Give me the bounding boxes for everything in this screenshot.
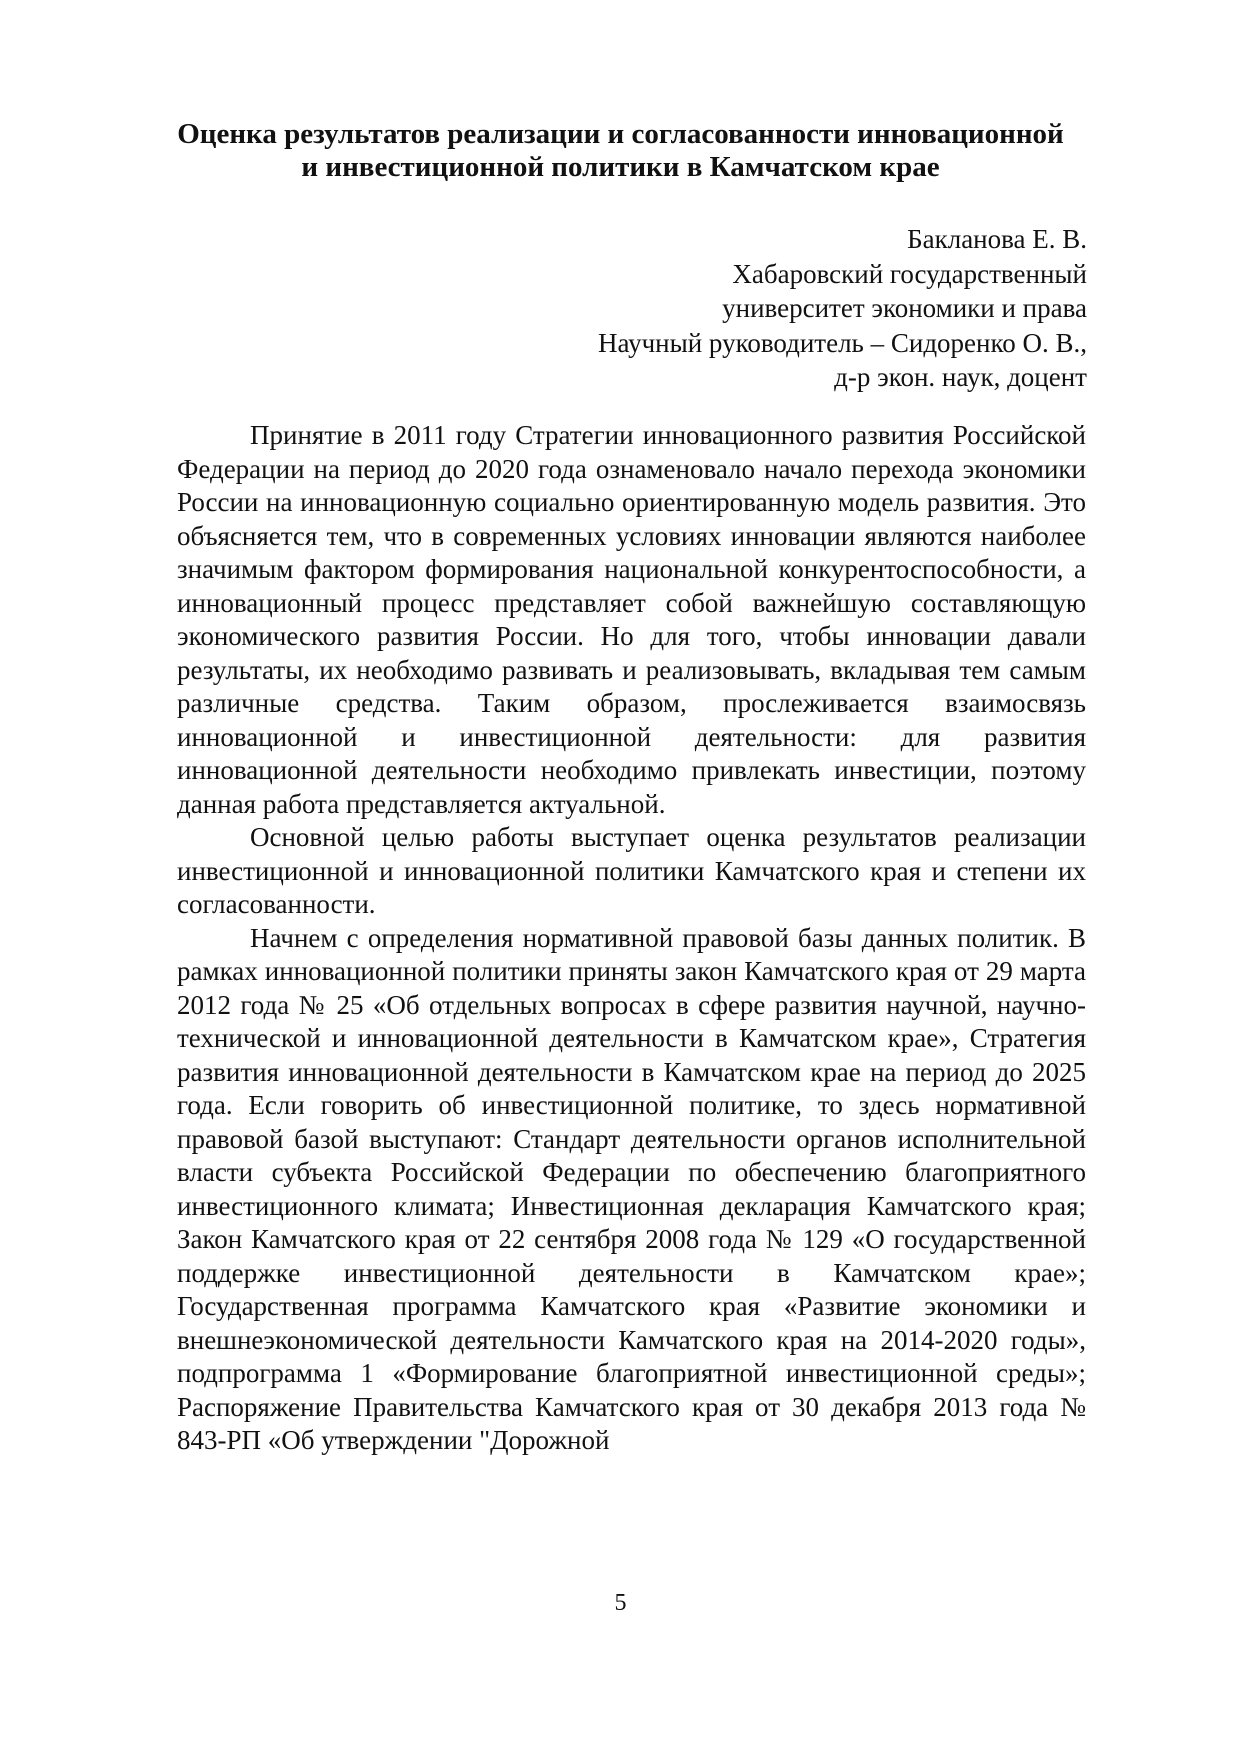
paragraph-2: Основной целью работы выступает оценка результатов реализации инвестиционной и инновационной политики Камчатского края и степени их согласованности.: [177, 822, 1086, 919]
document-title: [150, 118, 1091, 184]
author-block: [598, 222, 1087, 395]
page-number: 5: [614, 1590, 627, 1616]
supervisor: Научный руководитель – Сидоренко О. В.,: [597, 327, 1087, 358]
title-line-2: и инвестиционной политики в Камчатском крае: [301, 151, 940, 183]
title-line-1: Оценка результатов реализации и согласованности инновационной: [177, 118, 1064, 150]
paragraph-1: Принятие в 2011 году Стратегии инновационного развития Российской Федерации на период до 2020 года ознаменовало начало перехода экономики России на инновационную социально ориентированную модель развития. Это объясняется тем, что в современных условиях инновации являются наиболее значимым фактором формирования национальной конкурентоспособности, а инновационный процесс представляет собой важнейшую составляющую экономического развития России. Но для того, чтобы инновации давали результаты, их необходимо развивать и реализовывать, вкладывая тем самым различные средства. Таким образом, прослеживается взаимосвязь инновационной и инвестиционной деятельности: для развития инновационной деятельности необходимо привлекать инвестиции, поэтому данная работа представляется актуальной.: [177, 420, 1086, 819]
author-name: Бакланова Е. В.: [907, 224, 1087, 254]
supervisor-degree: д-р экон. наук, доцент: [834, 362, 1087, 392]
author-affiliation-line-1: Хабаровский государственный: [732, 258, 1087, 289]
body-text: [177, 419, 1086, 1458]
paragraph-3: Начнем с определения нормативной правовой базы данных политик. В рамках инновационной политики приняты закон Камчатского края от 29 марта 2012 года № 25 «Об отдельных вопросах в сфере развития научной, научно-технической и инновационной деятельности в Камчатском крае», Стратегия развития инновационной деятельности в Камчатском крае на период до 2025 года. Если говорить об инвестиционной политике, то здесь нормативной правовой базой выступают: Стандарт деятельности органов исполнительной власти субъекта Российской Федерации по обеспечению благоприятного инвестиционного климата; Инвестиционная декларация Камчатского края; Закон Камчатского края от 22 сентября 2008 года № 129 «О государственной поддержке инвестиционной деятельности в Камчатском крае»; Государственная программа Камчатского края «Развитие экономики и внешнеэкономической деятельности Камчатского края на 2014-2020 годы», подпрограмма 1 «Формирование благоприятной инвестиционной среды»; Распоряжение Правительства Камчатского края от 30 декабря 2013 года № 843-РП «Об утверждении "Дорожной: [177, 922, 1086, 1455]
author-affiliation-line-2: университет экономики и права: [722, 293, 1087, 323]
